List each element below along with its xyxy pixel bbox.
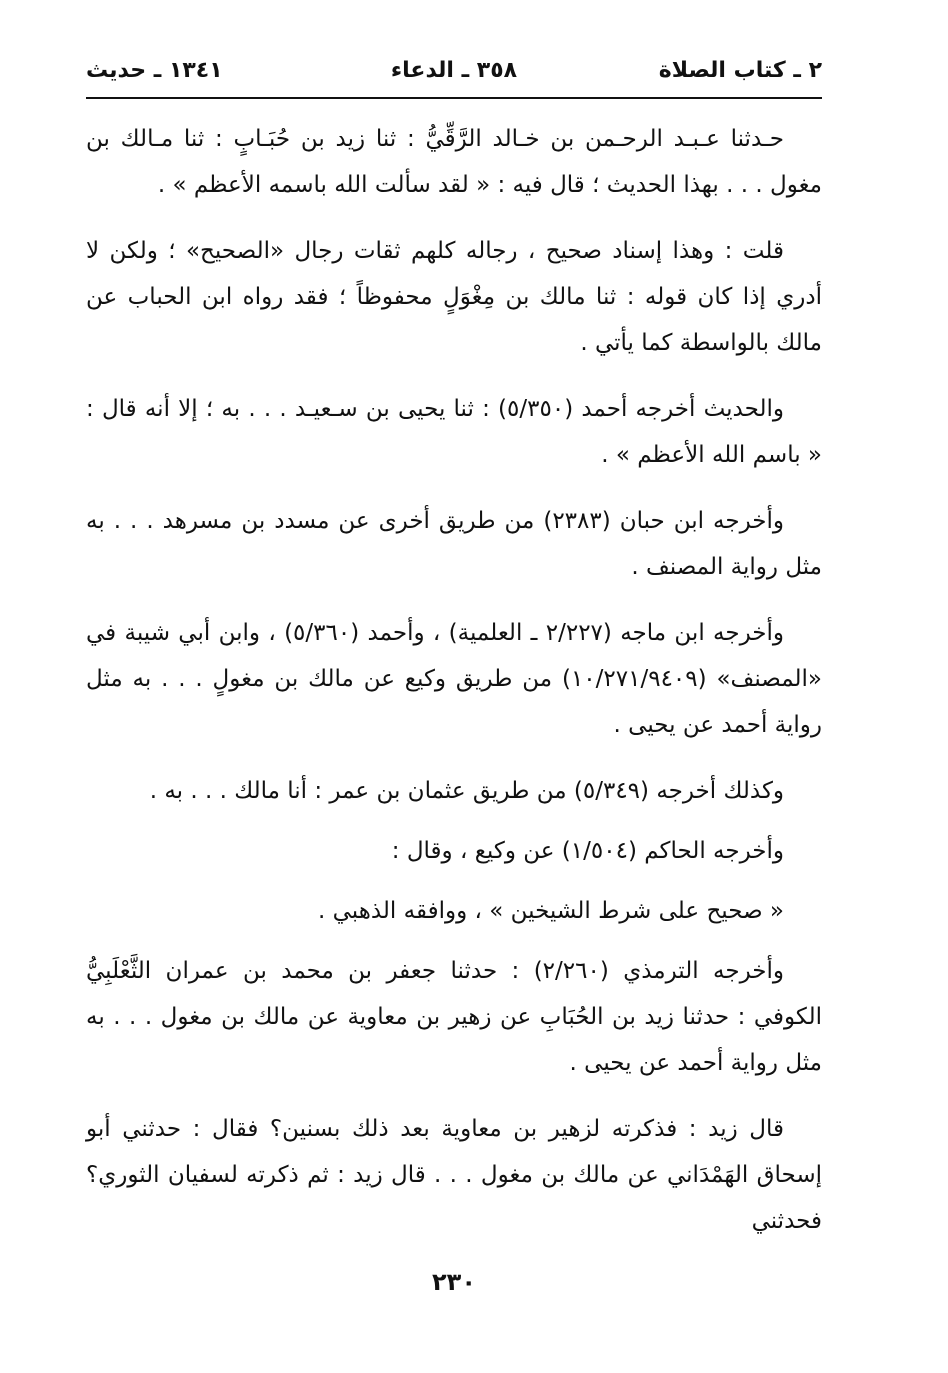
paragraph: قلت : وهذا إسناد صحيح ، رجاله كلهم ثقات رجال «الصحيح» ؛ ولكن لا أدري إذا كان قوله : ثنا مالك بن مِغْوَلٍ محفوظاً ؛ فقد رواه ابن الحباب عن مالك بالواسطة كما يأتي . (86, 238, 822, 356)
paragraph: والحديث أخرجه أحمد (٥/٣٥٠) : ثنا يحيى بن سـعيـد . . . به ؛ إلا أنه قال : « باسم الله الأعظم » . (86, 396, 822, 468)
paragraph: وأخرجه ابن ماجه (٢/٢٢٧ ـ العلمية) ، وأحمد (٥/٣٦٠) ، وابن أبي شيبة في «المصنف» (١٠/٢٧١/٩٤٠٩) من طريق وكيع عن مالك بن مغولٍ . . . به مثل رواية أحمد عن يحيى . (86, 620, 822, 738)
paragraph: وأخرجه الحاكم (١/٥٠٤) عن وكيع ، وقال : (391, 838, 784, 864)
paragraph: وكذلك أخرجه (٥/٣٤٩) من طريق عثمان بن عمر : أنا مالك . . . به . (149, 778, 784, 804)
header-divider (86, 97, 822, 99)
book-page (86, 0, 822, 1373)
header-chapter: ٣٥٨ ـ الدعاء (390, 58, 518, 83)
page-number: ٢٣٠ (432, 1268, 476, 1296)
header-hadith-number: ١٣٤١ ـ حديث (86, 58, 223, 83)
paragraph: حـدثنا عـبـد الرحـمن بن خـالد الرَّقِّيُّ : ثنا زيد بن حُبَـابٍ : ثنا مـالك بن مغول . . . بهذا الحديث ؛ قال فيه : « لقد سألت الله باسمه الأعظم » . (86, 126, 822, 198)
paragraph: « صحيح على شرط الشيخين » ، ووافقه الذهبي . (317, 898, 784, 924)
paragraph: وأخرجه ابن حبان (٢٣٨٣) من طريق أخرى عن مسدد بن مسرهد . . . به مثل رواية المصنف . (86, 508, 822, 580)
running-header (86, 58, 822, 94)
paragraph: قال زيد : فذكرته لزهير بن معاوية بعد ذلك بسنين؟ فقال : حدثني أبو إسحاق الهَمْدَاني عن مالك بن مغول . . . قال زيد : ثم ذكرته لسفيان الثوري؟ فحدثني (86, 1116, 822, 1234)
header-book-title: ٢ ـ كتاب الصلاة (658, 58, 822, 83)
paragraph: وأخرجه الترمذي (٢/٢٦٠) : حدثنا جعفر بن محمد بن عمران الثَّعْلَبِيُّ الكوفي : حدثنا زيد بن الحُبَابِ عن زهير بن معاوية عن مالك بن مغول . . . به مثل رواية أحمد عن يحيى . (86, 958, 822, 1076)
page-body (86, 116, 822, 1264)
